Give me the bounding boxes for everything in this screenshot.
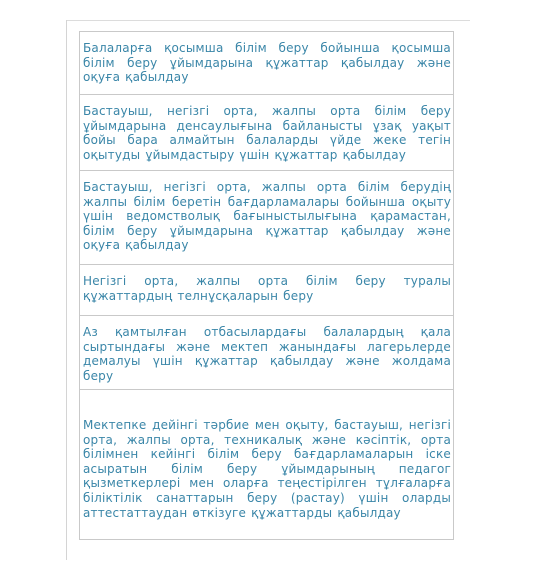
service-row — [80, 389, 453, 539]
service-row — [80, 315, 453, 389]
service-row — [80, 94, 453, 170]
top-divider — [66, 20, 470, 21]
service-row — [80, 264, 453, 315]
service-row — [80, 31, 453, 94]
service-text: Балаларға қосымша білім беру бойынша қосымша білім беру ұйымдарына құжаттар қабылдау және оқуға қабылдау — [83, 41, 451, 85]
service-text: Мектепке дейінгі тәрбие мен оқыту, бастауыш, негізгі орта, жалпы орта, техникалық және кәсіптік, орта білімнен кейінгі білім беру бағдарламаларын іске асыратын білім беру ұйымдарының педагог қызметкерлері мен оларға теңестірілген тұлғаларға біліктілік санаттарын беру (растау) үшін оларды аттестаттаудан өткізуге құжаттарды қабылдау — [83, 418, 451, 520]
service-text: Бастауыш, негізгі орта, жалпы орта білім беру ұйымдарына денсаулығына байланысты ұзақ уақыт бойы бара алмайтын балаларды үйде жеке тегін оқытуды ұйымдастыру үшін құжаттар қабылдау — [83, 104, 451, 162]
service-row — [80, 170, 453, 264]
service-text: Аз қамтылған отбасылардағы балалардың қала сыртындағы және мектеп жанындағы лагерьлерде демалуы үшін құжаттар қабылдау және жолдама беру — [83, 325, 451, 383]
service-text: Негізгі орта, жалпы орта білім беру туралы құжаттардың телнұсқаларын беру — [83, 274, 451, 303]
left-margin-line — [66, 20, 67, 560]
service-text: Бастауыш, негізгі орта, жалпы орта білім берудің жалпы білім беретін бағдарламалары бойынша оқыту үшін ведомстволық бағыныстылығына қарамастан, білім беру ұйымдарына құжаттар қабылдау және оқуға қабылдау — [83, 180, 451, 253]
services-table — [79, 31, 454, 540]
